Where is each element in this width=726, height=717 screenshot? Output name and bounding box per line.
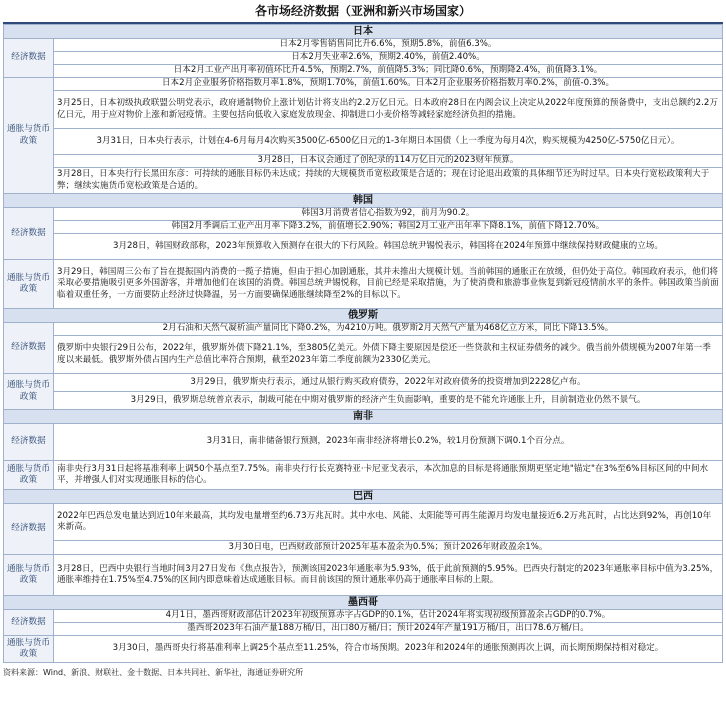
table-cell: 日本2月失业率2.6%，预期2.40%，前值2.40%。 <box>54 52 723 65</box>
table-cell: 韩国2月季调后工业产出月率下降3.2%，前值增长2.90%；韩国2月工业产出年率下降8.1%，前值下降12.70%。 <box>54 221 723 234</box>
section-header-russia: 俄罗斯 <box>4 309 723 323</box>
table-cell: 3月28日，日本议会通过了创纪录的114万亿日元的2023财年预算。 <box>54 155 723 168</box>
section-header-mexico: 墨西哥 <box>4 596 723 610</box>
category-label-policy: 通胀与货币政策 <box>4 555 54 596</box>
table-cell: 3月31日，南非储备银行预测，2023年南非经济将增长0.2%，较1月份预测下调0.1个百分点。 <box>54 424 723 461</box>
section-header-japan: 日本 <box>4 25 723 39</box>
table-cell: 韩国3月消费者信心指数为92，前月为90.2。 <box>54 208 723 221</box>
table-cell: 2月石油和天然气凝析油产量同比下降0.2%，为4210万吨。俄罗斯2月天然气产量为468亿立方米，同比下降13.5%。 <box>54 323 723 336</box>
category-label-econ: 经济数据 <box>4 504 54 555</box>
category-label-econ: 经济数据 <box>4 424 54 461</box>
table-cell: 3月30日电，巴西财政部预计2025年基本盈余为0.5%；预计2026年财政盈余1%。 <box>54 541 723 555</box>
category-label-econ: 经济数据 <box>4 610 54 636</box>
table-cell: 日本2月零售销售同比升6.6%，预期5.8%，前值6.3%。 <box>54 39 723 52</box>
table-cell: 2022年巴西总发电量达到近10年来最高，其均发电量增至约6.73万兆瓦时。其中水电、风能、太阳能等可再生能源月均发电量接近6.2万兆瓦时，占比达到92%，再创10年来新高。 <box>54 504 723 541</box>
category-label-policy: 通胀与货币政策 <box>4 260 54 309</box>
document <box>3 0 723 678</box>
table-cell: 3月31日，日本央行表示，计划在4-6月每月4次购买3500亿-6500亿日元的1-3年期日本国债（上一季度为每月4次，购买规模为4250亿-5750亿日元）。 <box>54 129 723 155</box>
table-cell: 南非央行3月31日起将基准利率上调50个基点至7.75%。南非央行行长克赛特亚·卡尼亚戈表示，本次加息的目标是将通胀预期更坚定地"锚定"在3%至6%目标区间的中间水平，并增强人们对实现通胀目标的信心。 <box>54 461 723 490</box>
data-table <box>3 24 723 663</box>
section-header-south-africa: 南非 <box>4 410 723 424</box>
category-label-econ: 经济数据 <box>4 208 54 260</box>
source-note: 资料来源：Wind、新浪、财联社、金十数据、日本共同社、新华社，海通证券研究所 <box>3 668 304 677</box>
section-header-korea: 韩国 <box>4 194 723 208</box>
table-cell: 墨西哥2023年石油产量188万桶/日，出口80万桶/日；预计2024年产量191万桶/日，出口78.6万桶/日。 <box>54 623 723 636</box>
table-cell: 3月28日，巴西中央银行当地时间3月27日发布《焦点报告》，预测该国2023年通胀率为5.93%，低于此前预测的5.95%。巴西央行制定的2023年通胀率目标中值为3.25%，通胀率维持在1.75%至4.75%的区间内即意味着达成通胀目标。而目前该国的预计通胀率仍高于通胀率目标的上限。 <box>54 555 723 596</box>
category-label-econ: 经济数据 <box>4 39 54 78</box>
category-label-policy: 通胀与货币政策 <box>4 636 54 663</box>
section-header-brazil: 巴西 <box>4 490 723 504</box>
table-cell: 俄罗斯中央银行29日公布，2022年，俄罗斯外债下降21.1%，至3805亿美元。外债下降主要原因是偿还一些贷款和主权证券债务的减少。俄当前外债规模为2007年第一季度以来最低。俄罗斯外债占国内生产总值比率符合预期，截至2023年第二季度前额为2330亿美元。 <box>54 336 723 374</box>
category-label-econ: 经济数据 <box>4 323 54 374</box>
page-title: 各市场经济数据（亚洲和新兴市场国家） <box>3 0 723 24</box>
category-label-policy: 通胀与货币政策 <box>4 78 54 194</box>
table-cell: 3月29日，俄罗斯总统普京表示，制裁可能在中期对俄罗斯的经济产生负面影响，重要的是不能允许通胀上升，目前制造业仍然不景气。 <box>54 392 723 410</box>
table-cell: 3月29日，俄罗斯央行表示，通过从银行购买政府债券，2022年对政府债务的投资增加到2228亿卢布。 <box>54 374 723 392</box>
category-label-policy: 通胀与货币政策 <box>4 461 54 490</box>
table-cell: 日本2月工业产出月率初值环比升4.5%，预期2.7%，前值降5.3%；同比降0.6%，预期降2.4%，前值降3.1%。 <box>54 65 723 78</box>
table-cell: 3月28日，日本央行行长黑田东彦：可持续的通胀目标仍未达成；持续的大规模货币宽松政策是合适的；现在讨论退出政策的具体细节还为时过早。日本央行宽松政策利大于弊；继续实施货币宽松政策是合适的。 <box>54 168 723 194</box>
table-cell: 日本2月企业服务价格指数月率1.8%，预期1.70%，前值1.60%。日本2月企业服务价格指数月率0.2%，前值-0.3%。 <box>54 78 723 91</box>
table-cell: 3月25日，日本初级执政联盟公明党表示，政府通制物价上涨计划估计将支出约2.2万亿日元。日本政府28日在内阁会议上决定从2022年度预算的预备费中，支出总额约2.2万亿日元，用于应对物价上涨和新冠疫情。主要包括向低收入家庭发放现金、抑制进口小麦价格等减轻家庭经济负担的措施。 <box>54 91 723 129</box>
category-label-policy: 通胀与货币政策 <box>4 374 54 410</box>
table-cell: 3月28日，韩国财政部称，2023年预算收入预测存在很大的下行风险。韩国总统尹锡悦表示，韩国将在2024年预算中继续保持财政健康的立场。 <box>54 234 723 260</box>
table-cell: 4月1日，墨西哥财政部估计2023年初级预算赤字占GDP的0.1%，估计2024年将实现初级预算盈余占GDP的0.7%。 <box>54 610 723 623</box>
table-cell: 3月29日，韩国周三公布了旨在提振国内消费的一揽子措施，但由于担心加剧通胀，其并未推出大规模计划。当前韩国的通胀正在放缓，但仍处于高位。韩国政府表示，他们将采取必要措施吸引更多外国游客，并增加他们在该国的消费。韩国总统尹锡悦称，目前已经是采取措施，为了使消费和旅游事业恢复到新冠疫情前水平的条件。韩国政策当前面临着双重任务，一方面要防止经济过快降温，另一方面要确保通胀继续降至2%的目标以下。 <box>54 260 723 309</box>
table-cell: 3月30日，墨西哥央行将基准利率上调25个基点至11.25%，符合市场预期。2023年和2024年的通胀预测再次上调，而长期预期保持相对稳定。 <box>54 636 723 663</box>
